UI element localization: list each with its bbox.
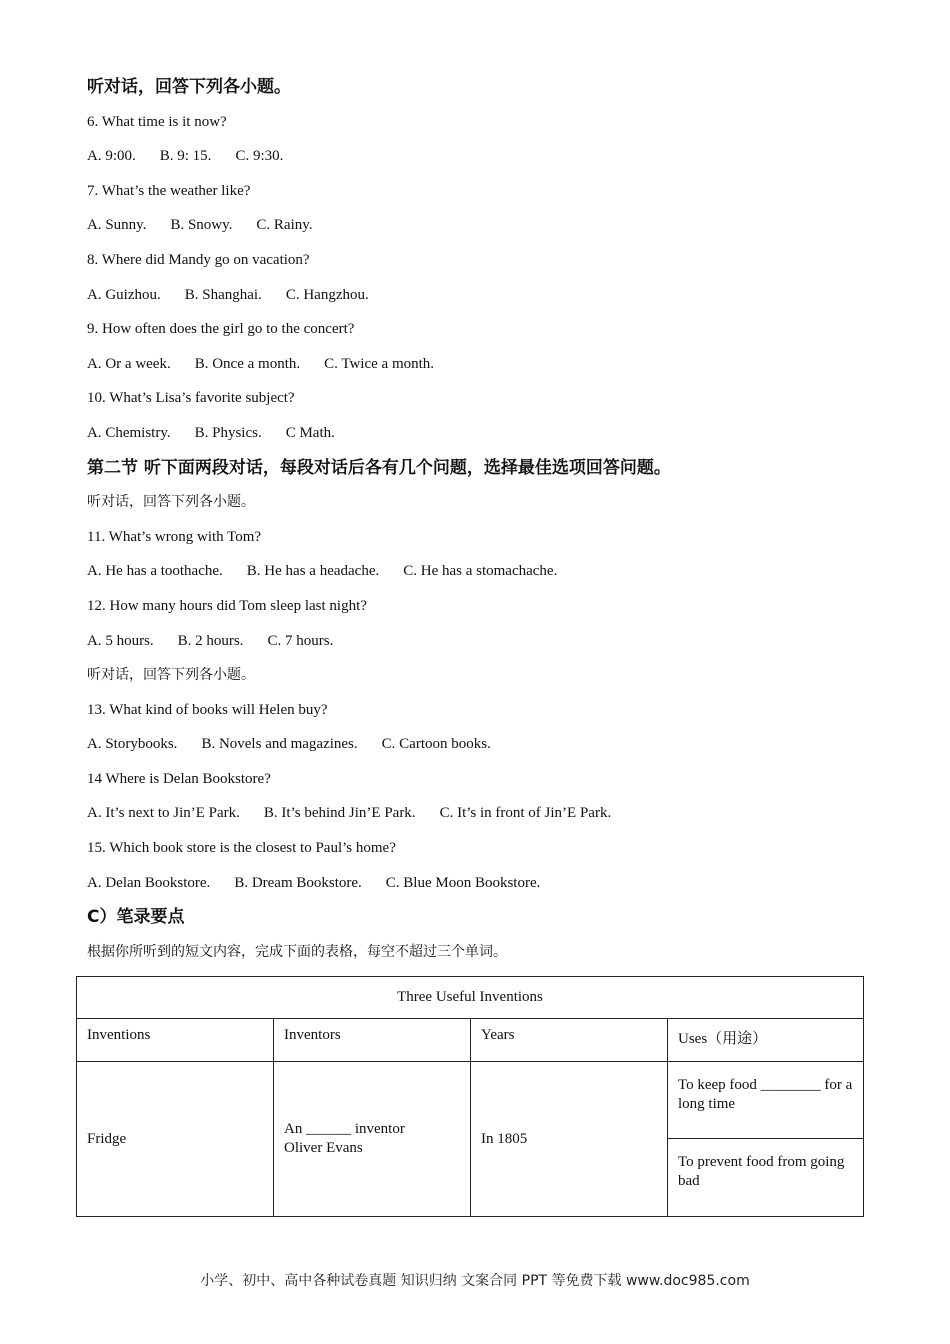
option: B. Snowy.: [170, 217, 233, 234]
sub-heading: 听对话，回答下列各小题。: [87, 494, 255, 511]
options-row: [87, 870, 887, 905]
option: B. It’s behind Jin’E Park.: [263, 805, 416, 822]
table-title: Three Useful Inventions: [77, 977, 864, 1019]
option: C. Rainy.: [256, 217, 313, 234]
option: A. Guizhou.: [87, 286, 161, 303]
question: 12. How many hours did Tom sleep last night?: [87, 597, 367, 614]
question: 11. What’s wrong with Tom?: [87, 528, 262, 545]
options-row: [87, 282, 887, 317]
table-header: Uses（用途）: [668, 1019, 864, 1062]
options-row: [87, 800, 887, 835]
options-row: [87, 351, 887, 386]
option: B. He has a headache.: [246, 563, 380, 580]
option: C. Hangzhou.: [285, 286, 369, 303]
option: C Math.: [285, 424, 335, 441]
table-cell: To prevent food from going bad: [668, 1139, 864, 1217]
section-heading: 第二节 听下面两段对话，每段对话后各有几个问题，选择最佳选项回答问题。: [87, 457, 671, 478]
option: A. He has a toothache.: [87, 563, 223, 580]
instruction: 根据你所听到的短文内容，完成下面的表格，每空不超过三个单词。: [87, 943, 507, 960]
table-cell: Fridge: [77, 1062, 274, 1217]
question-group-b: [87, 524, 887, 662]
option: B. Dream Bookstore.: [234, 874, 362, 891]
sub-heading: 听对话，回答下列各小题。: [87, 667, 255, 684]
table-header: Inventions: [77, 1019, 274, 1062]
option: C. 9:30.: [235, 148, 284, 165]
option: C. It’s in front of Jin’E Park.: [439, 805, 612, 822]
options-row: [87, 558, 887, 593]
option: C. Blue Moon Bookstore.: [385, 874, 541, 891]
inventor-line: Oliver Evans: [284, 1140, 363, 1156]
table-cell: In 1805: [471, 1062, 668, 1217]
option: C. He has a stomachache.: [403, 563, 558, 580]
option: B. 2 hours.: [177, 632, 244, 649]
options-row: [87, 731, 887, 766]
table-header: Years: [471, 1019, 668, 1062]
option: A. 9:00.: [87, 148, 136, 165]
option: B. Once a month.: [194, 355, 301, 372]
question-group-a: [87, 109, 887, 455]
option: C. Twice a month.: [324, 355, 435, 372]
option: B. 9: 15.: [159, 148, 212, 165]
question: 14 Where is Delan Bookstore?: [87, 770, 271, 787]
document-body: [87, 74, 887, 973]
options-row: [87, 143, 887, 178]
option: B. Shanghai.: [184, 286, 262, 303]
options-row: [87, 212, 887, 247]
question: 8. Where did Mandy go on vacation?: [87, 251, 310, 268]
question: 13. What kind of books will Helen buy?: [87, 701, 328, 718]
section-heading: C）笔录要点: [87, 907, 185, 928]
option: A. Delan Bookstore.: [87, 874, 211, 891]
option: B. Novels and magazines.: [201, 736, 358, 753]
question: 6. What time is it now?: [87, 113, 227, 130]
option: C. 7 hours.: [267, 632, 334, 649]
question: 7. What’s the weather like?: [87, 182, 251, 199]
question: 15. Which book store is the closest to Paul’s home?: [87, 840, 396, 857]
options-row: [87, 628, 887, 663]
question-group-c: [87, 697, 887, 905]
footer: 小学、初中、高中各种试卷真题 知识归纳 文案合同 PPT 等免费下载 www.doc985.com: [200, 1273, 750, 1289]
question: 10. What’s Lisa’s favorite subject?: [87, 390, 295, 407]
inventor-line: An ______ inventor: [284, 1121, 405, 1137]
option: A. It’s next to Jin’E Park.: [87, 805, 240, 822]
option: C. Cartoon books.: [381, 736, 491, 753]
option: A. Storybooks.: [87, 736, 178, 753]
question: 9. How often does the girl go to the concert?: [87, 321, 355, 338]
option: B. Physics.: [194, 424, 262, 441]
option: A. 5 hours.: [87, 632, 154, 649]
table-cell: [274, 1062, 471, 1217]
section-heading: 听对话，回答下列各小题。: [87, 77, 291, 97]
option: A. Sunny.: [87, 217, 147, 234]
option: A. Or a week.: [87, 355, 171, 372]
table-header: Inventors: [274, 1019, 471, 1062]
table-cell: To keep food ________ for a long time: [668, 1062, 864, 1139]
option: A. Chemistry.: [87, 424, 171, 441]
inventions-table: [76, 976, 864, 1217]
options-row: [87, 420, 887, 455]
